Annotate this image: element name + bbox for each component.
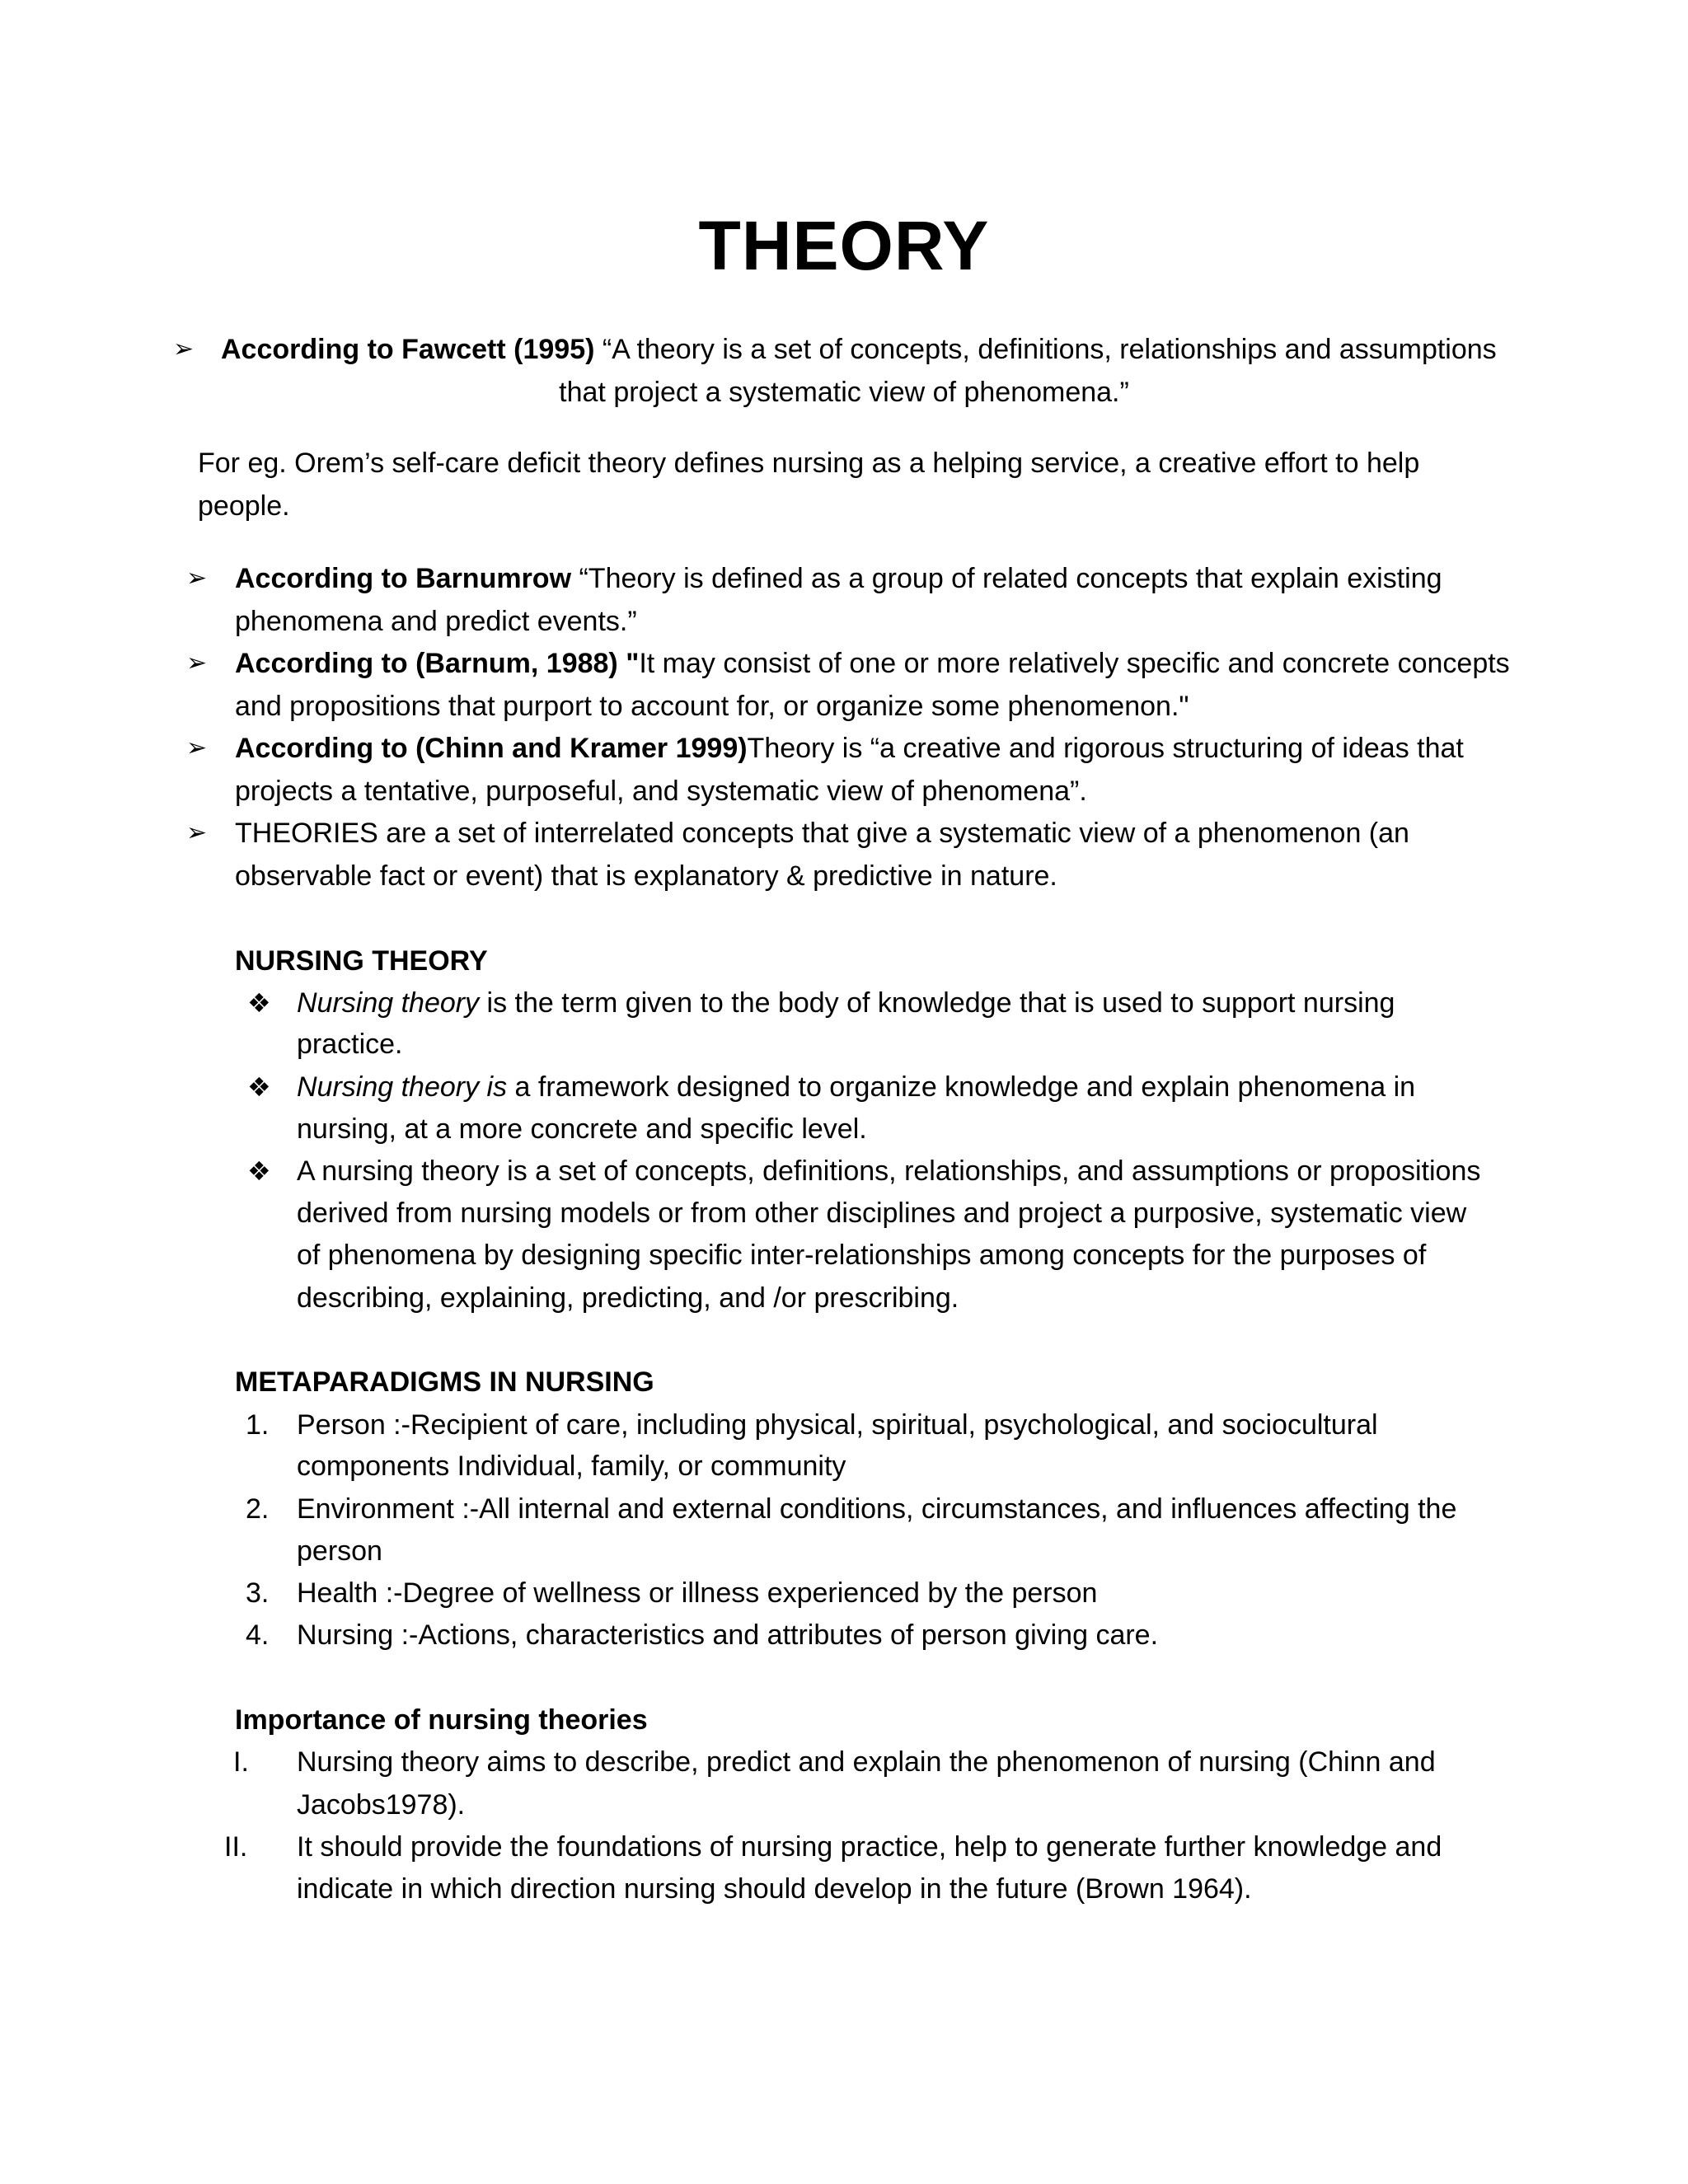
definition-barnumrow-line1 [235, 560, 1442, 597]
importance-number: I. [233, 1746, 249, 1778]
definition-text: Theory is “a creative and rigorous structuring of ideas that [747, 733, 1464, 764]
metaparadigm-number: 4. [246, 1619, 270, 1651]
metaparadigm-item-1-line2: components Individual, family, or community [297, 1451, 846, 1482]
definition-text: “Theory is defined as a group of related concepts that explain existing [571, 563, 1442, 594]
arrow-bullet-icon: ➢ [173, 335, 195, 363]
importance-item-2-line2: indicate in which direction nursing should develop in the future (Brown 1964). [297, 1873, 1252, 1905]
nursing-theory-item-2-line2: nursing, at a more concrete and specific level. [297, 1113, 867, 1145]
nursing-theory-item-1-line2: practice. [297, 1029, 403, 1060]
nursing-theory-item-3-line3: of phenomena by designing specific inter-relationships among concepts for the purposes of [297, 1240, 1427, 1271]
importance-item-1-line2: Jacobs1978). [297, 1789, 466, 1821]
definition-theories-line2: observable fact or event) that is explanatory & predictive in nature. [235, 860, 1057, 892]
nursing-theory-italic: Nursing theory is [297, 1071, 508, 1103]
nursing-theory-item-1-line1 [297, 985, 1395, 1021]
importance-item-2-line1: It should provide the foundations of nursing practice, help to generate further knowledge and [297, 1831, 1442, 1863]
example-line2: people. [198, 490, 290, 522]
definition-text: It may consist of one or more relatively specific and concrete concepts [639, 648, 1510, 679]
nursing-theory-heading: NURSING THEORY [235, 945, 488, 977]
nursing-theory-item-3-line2: derived from nursing models or from other disciplines and project a purposive, systematic view [297, 1197, 1467, 1229]
fawcett-definition-line1 [221, 331, 1497, 368]
metaparadigm-number: 2. [246, 1493, 270, 1525]
metaparadigms-heading: METAPARADIGMS IN NURSING [235, 1366, 654, 1398]
arrow-bullet-icon: ➢ [186, 565, 208, 592]
metaparadigm-item-2-line2: person [297, 1535, 382, 1567]
fawcett-lead: According to Fawcett (1995) [221, 334, 595, 365]
fawcett-definition-line2: that project a systematic view of phenomena.” [559, 377, 1129, 408]
arrow-bullet-icon: ➢ [186, 649, 208, 677]
metaparadigm-number: 3. [246, 1577, 270, 1609]
definition-chinn-kramer-line1 [235, 730, 1464, 766]
nursing-theory-item-3-line1: A nursing theory is a set of concepts, definitions, relationships, and assumptions or propositions [297, 1155, 1481, 1187]
metaparadigm-item-2-line1: Environment :-All internal and external conditions, circumstances, and influences affecting the [297, 1493, 1457, 1525]
metaparadigm-number: 1. [246, 1409, 270, 1441]
nursing-theory-italic: Nursing theory [297, 987, 480, 1019]
metaparadigm-item-1-line1: Person :-Recipient of care, including physical, spiritual, psychological, and sociocultural [297, 1409, 1378, 1441]
definition-theories-line1: THEORIES are a set of interrelated concepts that give a systematic view of a phenomenon (an [235, 818, 1409, 849]
fawcett-text: “A theory is a set of concepts, definitions, relationships and assumptions [594, 334, 1497, 365]
definition-chinn-kramer-line2: projects a tentative, purposeful, and systematic view of phenomena”. [235, 776, 1087, 807]
diamond-bullet-icon: ❖ [247, 988, 271, 1018]
definition-lead: According to (Barnum, 1988) " [235, 648, 640, 679]
importance-number: II. [224, 1831, 248, 1863]
nursing-theory-item-3-line4: describing, explaining, predicting, and /or prescribing. [297, 1282, 959, 1314]
metaparadigm-item-4-line1: Nursing :-Actions, characteristics and attributes of person giving care. [297, 1619, 1159, 1651]
definition-barnum-line1 [235, 645, 1510, 682]
nursing-theory-item-2-line1 [297, 1069, 1415, 1105]
nursing-theory-text: a framework designed to organize knowledge and explain phenomena in [507, 1071, 1416, 1103]
arrow-bullet-icon: ➢ [186, 819, 208, 846]
definition-lead: According to (Chinn and Kramer 1999) [235, 733, 748, 764]
definition-barnum-line2: and propositions that purport to account for, or organize some phenomenon." [235, 691, 1189, 722]
importance-heading: Importance of nursing theories [235, 1704, 648, 1736]
definition-lead: According to Barnumrow [235, 563, 572, 594]
definition-barnumrow-line2: phenomena and predict events.” [235, 606, 637, 637]
diamond-bullet-icon: ❖ [247, 1156, 271, 1186]
example-line1: For eg. Orem’s self-care deficit theory defines nursing as a helping service, a creative effort to help [198, 448, 1420, 479]
importance-item-1-line1: Nursing theory aims to describe, predict and explain the phenomenon of nursing (Chinn and [297, 1746, 1436, 1778]
arrow-bullet-icon: ➢ [186, 734, 208, 762]
metaparadigm-item-3-line1: Health :-Degree of wellness or illness experienced by the person [297, 1577, 1098, 1609]
diamond-bullet-icon: ❖ [247, 1072, 271, 1102]
nursing-theory-text: is the term given to the body of knowledge that is used to support nursing [479, 987, 1395, 1019]
page-title: THEORY [698, 207, 990, 284]
